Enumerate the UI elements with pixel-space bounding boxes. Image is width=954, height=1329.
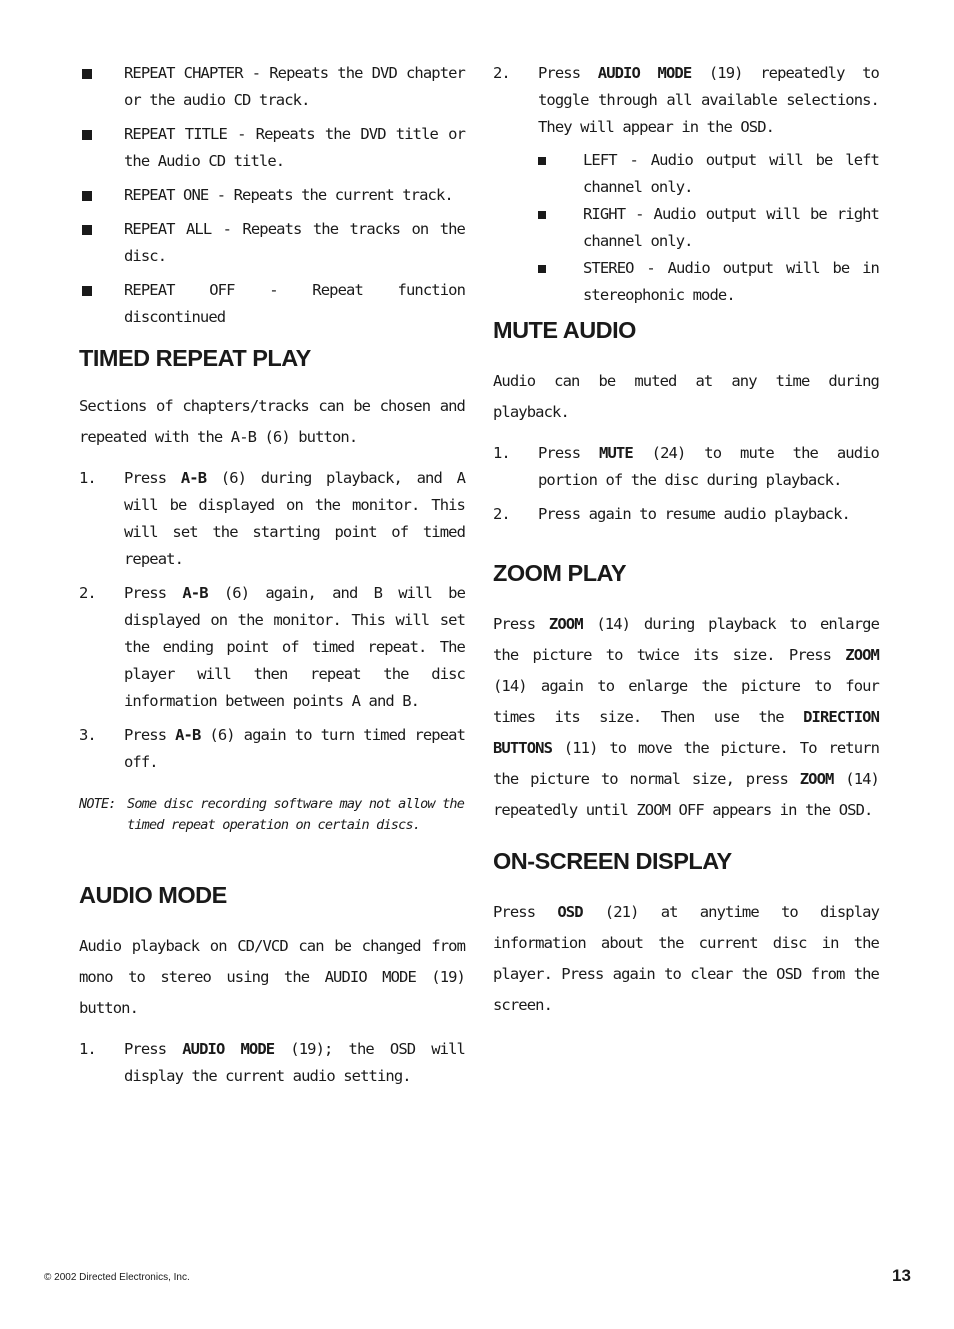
section-heading-on-screen-display: ON-SCREEN DISPLAY xyxy=(493,848,732,874)
audio-mode-steps-continued xyxy=(493,60,879,309)
section-heading-zoom-play: ZOOM PLAY xyxy=(493,560,627,586)
list-item: REPEAT OFF - Repeat function discontinued xyxy=(79,277,465,331)
list-item: RIGHT - Audio output will be right channel only. xyxy=(538,201,879,255)
left-column xyxy=(79,60,465,1097)
audio-options-list xyxy=(538,147,879,309)
repeat-options-list xyxy=(79,60,465,331)
page-number: 13 xyxy=(892,1266,911,1285)
audio-mode-steps xyxy=(79,1036,465,1090)
list-item: 3. Press A-B (6) again to turn timed repeat off. xyxy=(79,726,465,771)
section-heading-timed-repeat: TIMED REPEAT PLAY xyxy=(79,345,311,371)
list-item: REPEAT ONE - Repeats the current track. xyxy=(79,182,465,209)
square-bullet-icon xyxy=(538,157,546,165)
square-bullet-icon xyxy=(82,130,92,140)
mute-audio-steps xyxy=(493,440,879,528)
square-bullet-icon xyxy=(538,211,546,219)
square-bullet-icon xyxy=(82,191,92,201)
list-item: 1. Press AUDIO MODE (19); the OSD will display the current audio setting. xyxy=(79,1040,465,1085)
timed-repeat-intro: Sections of chapters/tracks can be chosen and repeated with the A-B (6) button. xyxy=(79,397,465,446)
square-bullet-icon xyxy=(82,286,92,296)
list-item: 2. Press AUDIO MODE (19) repeatedly to toggle through all available selections. They will appear in the OSD. LEFT - Audio output will be left channel only. RIGHT - Audio output will be right channel only. STEREO - Audio output will be in stereophonic mode. xyxy=(493,60,879,309)
section-heading-mute-audio: MUTE AUDIO xyxy=(493,317,636,343)
list-item: REPEAT TITLE - Repeats the DVD title or the Audio CD title. xyxy=(79,121,465,175)
timed-repeat-note: NOTE: Some disc recording software may not allow the timed repeat operation on certain discs. xyxy=(79,796,465,833)
list-item: 2. Press A-B (6) again, and B will be displayed on the monitor. This will set the ending point of timed repeat. The player will then repeat the disc information between points A and B. xyxy=(79,584,466,710)
mute-audio-intro: Audio can be muted at any time during playback. xyxy=(493,372,879,421)
right-column xyxy=(493,60,879,1021)
section-heading-audio-mode: AUDIO MODE xyxy=(79,882,227,908)
list-item: REPEAT CHAPTER - Repeats the DVD chapter or the audio CD track. xyxy=(79,60,465,114)
copyright-footer: © 2002 Directed Electronics, Inc. xyxy=(44,1272,190,1283)
square-bullet-icon xyxy=(82,225,92,235)
square-bullet-icon xyxy=(538,265,546,273)
audio-mode-intro: Audio playback on CD/VCD can be changed from mono to stereo using the AUDIO MODE (19) button. xyxy=(79,937,465,1017)
square-bullet-icon xyxy=(82,69,92,79)
list-item: STEREO - Audio output will be in stereophonic mode. xyxy=(538,255,879,309)
list-item: REPEAT ALL - Repeats the tracks on the disc. xyxy=(79,216,465,270)
list-item: 1. Press A-B (6) during playback, and A will be displayed on the monitor. This will set the starting point of timed repeat. xyxy=(79,469,465,568)
list-item: 2. Press again to resume audio playback. xyxy=(493,505,850,523)
list-item: 1. Press MUTE (24) to mute the audio portion of the disc during playback. xyxy=(493,444,879,489)
list-item: LEFT - Audio output will be left channel only. xyxy=(538,147,879,201)
zoom-play-text: Press ZOOM (14) during playback to enlarge the picture to twice its size. Press ZOOM (14) again to enlarge the picture to four times its size. Then use the DIRECTION BUTTONS (11) to move the picture. To return the picture to normal size, press ZOOM (14) repeatedly until ZOOM OFF appears in the OSD. xyxy=(493,615,879,819)
timed-repeat-steps xyxy=(79,465,465,776)
osd-text: Press OSD (21) at anytime to display information about the current disc in the player. Press again to clear the OSD from the screen. xyxy=(493,903,879,1014)
